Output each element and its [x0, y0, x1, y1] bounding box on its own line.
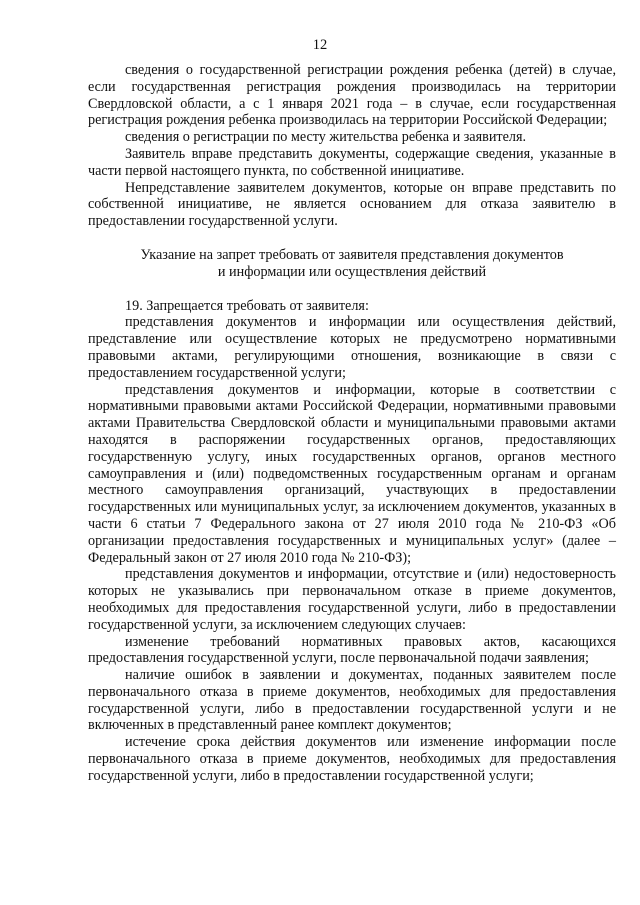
paragraph-item-19: 19. Запрещается требовать от заявителя:	[125, 297, 369, 314]
section-heading-line-1: Указание на запрет требовать от заявителя представления документов	[140, 246, 564, 263]
document-body	[88, 62, 616, 785]
paragraph-exception-3: истечение срока действия документов или изменение информации после первоначального отказа в приеме документов, необходимых для предоставления государственной услуги, либо в предоставлении государственной услуги;	[88, 734, 616, 784]
paragraph-residence-registration: сведения о регистрации по месту жительства ребенка и заявителя.	[125, 129, 527, 146]
page-number: 12	[312, 37, 328, 53]
paragraph-exception-1: изменение требований нормативных правовых актов, касающихся предоставления государственной услуги, после первоначальной подачи заявления;	[88, 633, 616, 667]
paragraph-prohibition-3: представления документов и информации, отсутствие и (или) недостоверность которых не указывались при первоначальном отказе в приеме документов, необходимых для предоставления государственной услуги, либо в предоставлении государственной услуги, за исключением следующих случаев:	[88, 566, 616, 633]
paragraph-applicant-right: Заявитель вправе представить документы, содержащие сведения, указанные в части первой настоящего пункта, по собственной инициативе.	[88, 145, 616, 179]
section-heading	[88, 247, 616, 281]
paragraph-non-submission: Непредставление заявителем документов, которые он вправе представить по собственной инициативе, не является основанием для отказа заявителю в предоставлении государственной услуги.	[88, 179, 616, 230]
paragraph-prohibition-2: представления документов и информации, которые в соответствии с нормативными правовыми актами Российской Федерации, нормативными правовыми актами Правительства Свердловской области и муниципальными правовыми актами находятся в распоряжении государственных органов, предоставляющих государственную услугу, иных государственных органов, органов местного самоуправления и (или) подведомственных государственным органам и органам местного самоуправления организаций, участвующих в предоставлении государственных или муниципальных услуг, за исключением документов, указанных в части 6 статьи 7 Федерального закона от 27 июля 2010 года № 210-ФЗ «Об организации предоставления государственных и муниципальных услуг» (далее – Федеральный закон от 27 июля 2010 года № 210-ФЗ);	[88, 381, 616, 566]
paragraph-birth-registration: сведения о государственной регистрации рождения ребенка (детей) в случае, если государственная регистрация рождения производилась на территории Свердловской области, а с 1 января 2021 года – в случае, если государственная регистрация рождения ребенка производилась на территории Российской Федерации;	[88, 62, 616, 129]
section-heading-line-2: и информации или осуществления действий	[217, 263, 487, 280]
paragraph-prohibition-1: представления документов и информации или осуществления действий, представление или осуществление которых не предусмотрено нормативными правовыми актами, регулирующими отношения, возникающие в связи с предоставлением государственной услуги;	[88, 314, 616, 381]
paragraph-exception-2: наличие ошибок в заявлении и документах, поданных заявителем после первоначального отказа в приеме документов, необходимых для предоставления государственной услуги, либо в предоставлении государственной услуги и не включенных в представленный ранее комплект документов;	[88, 667, 616, 734]
